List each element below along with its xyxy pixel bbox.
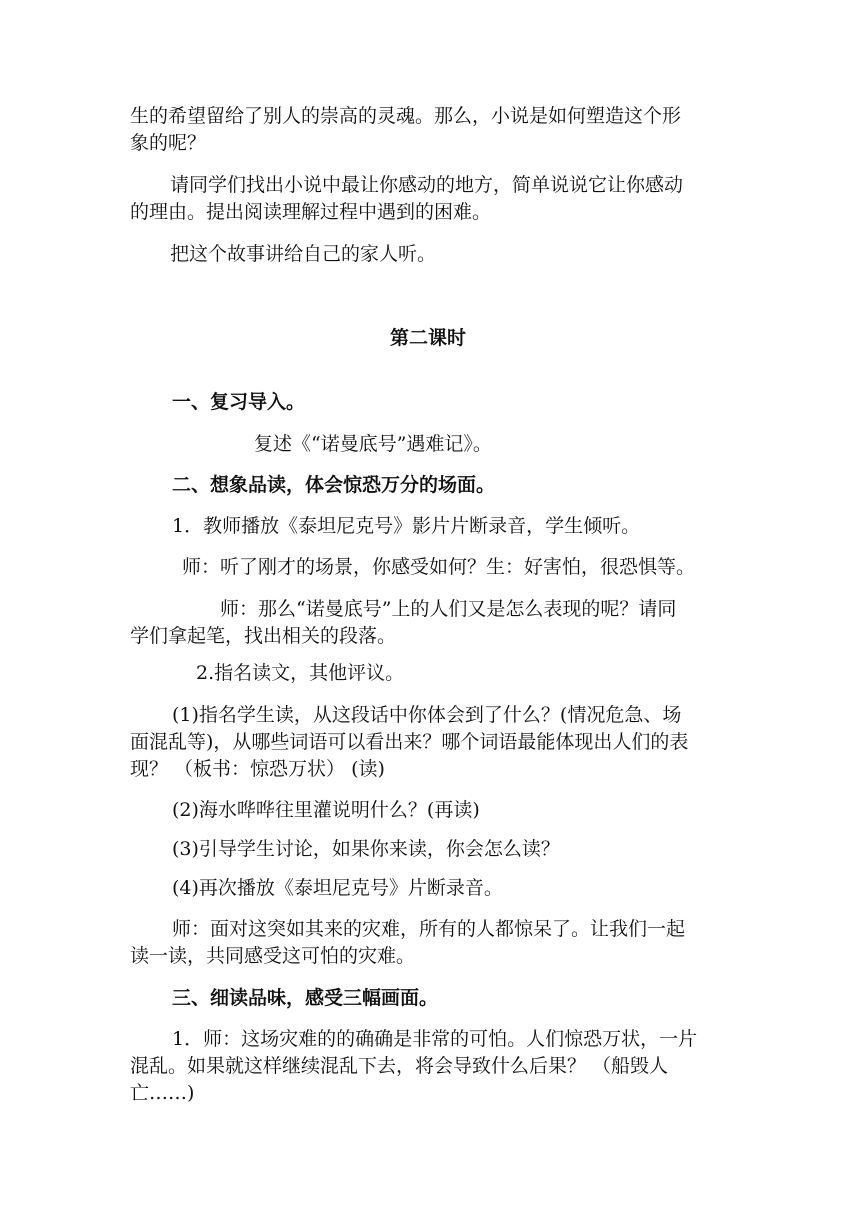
text-line: 学们拿起笔，找出相关的段落。 [130,625,397,647]
text-line: 复述《“诺曼底号”遇难记》。 [254,433,492,455]
text-line: 师：听了刚才的场景，你感受如何？生：好害怕，很恐惧等。 [182,556,696,578]
text-line: 象的呢？ [130,132,207,154]
text-line: (1)指名学生读，从这段话中你体会到了什么？(情况危急、场 [172,704,682,726]
section-heading: 一、复习导入。 [172,391,306,413]
text-line: 生的希望留给了别人的崇高的灵魂。那么，小说是如何塑造这个形 [130,105,682,127]
section-heading: 三、细读品味，感受三幅画面。 [172,987,439,1009]
text-line: 1．教师播放《泰坦尼克号》影片片断录音，学生倾听。 [172,515,641,537]
text-line: 亡……) [130,1082,195,1104]
text-line: 请同学们找出小说中最让你感动的地方，简单说说它让你感动 [170,174,684,196]
text-line: 师：面对这突如其来的灾难，所有的人都惊呆了。让我们一起 [172,918,686,940]
text-line: 师：那么“诺曼底号”上的人们又是怎么表现的呢？请同 [220,598,677,620]
text-line: 的理由。提出阅读理解过程中遇到的困难。 [130,201,492,223]
text-line: 面混乱等)，从哪些词语可以看出来？哪个词语最能体现出人们的表 [130,731,689,753]
text-line: (3)引导学生讨论，如果你来读，你会怎么读？ [172,838,560,860]
section-heading: 第二课时 [390,327,467,349]
text-line: (4)再次播放《泰坦尼克号》片断录音。 [172,877,503,899]
text-line: (2)海水哗哗往里灌说明什么？(再读) [172,799,480,821]
text-line: 读一读，共同感受这可怕的灾难。 [130,945,416,967]
text-line: 现？ （板书：惊恐万状） (读) [130,758,385,780]
text-line: 2.指名读文，其他评议。 [196,662,405,684]
text-line: 混乱。如果就这样继续混乱下去，将会导致什么后果？ （船毁人 [130,1055,669,1077]
text-line: 把这个故事讲给自己的家人听。 [170,243,437,265]
section-heading: 二、想象品读，体会惊恐万分的场面。 [172,474,496,496]
text-line: 1．师：这场灾难的的确确是非常的可怕。人们惊恐万状，一片 [172,1028,698,1050]
